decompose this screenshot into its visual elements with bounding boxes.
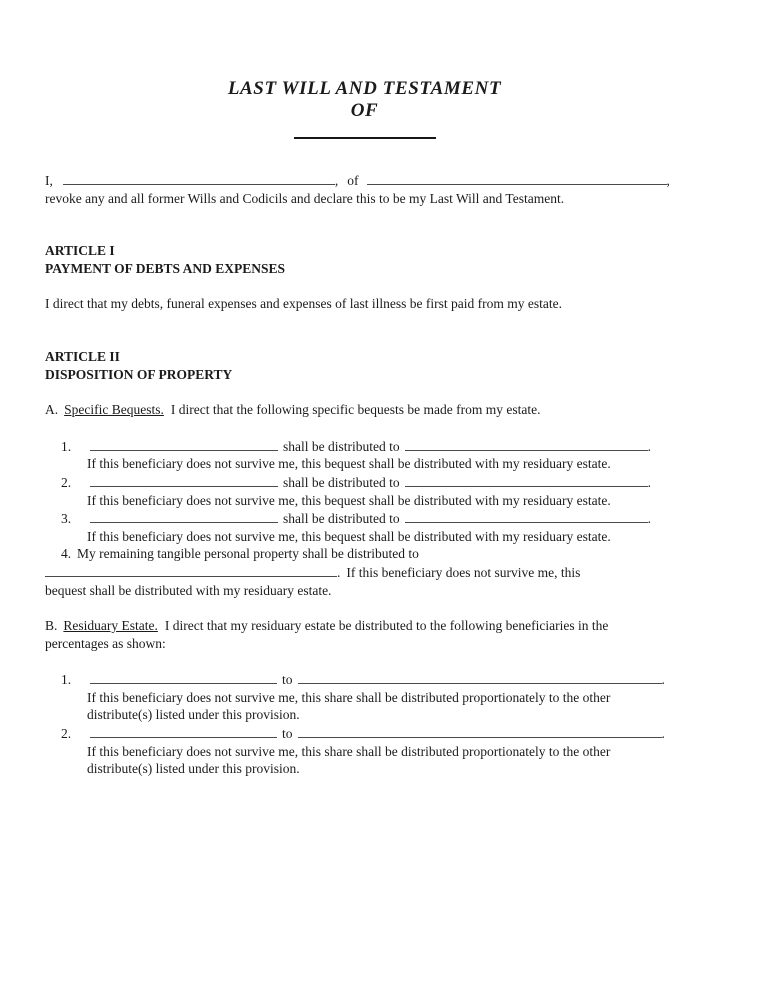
opening-comma-2: ,	[666, 173, 670, 188]
section-a-heading: Specific Bequests.	[64, 402, 164, 418]
opening-i-label: I,	[45, 173, 53, 188]
residuary-note-2-line-1: If this beneficiary does not survive me, this share shall be distributed proportionately to the other	[87, 743, 611, 759]
item-4-after-blank-text: If this beneficiary does not survive me, this	[346, 564, 581, 580]
bequest-beneficiary-blank	[405, 473, 648, 487]
item-4-lead-text: My remaining tangible personal property shall be distributed to	[77, 546, 419, 562]
item-period: .	[647, 438, 651, 454]
item-middle-text: shall be distributed to	[283, 438, 400, 454]
residuary-beneficiary-blank	[298, 724, 662, 738]
bequest-asset-blank	[90, 437, 278, 451]
item-middle-text: shall be distributed to	[283, 511, 400, 527]
residuary-note-2-line-2: distribute(s) listed under this provision.	[87, 761, 300, 777]
revocation-line: revoke any and all former Wills and Codicils and declare this to be my Last Will and Testament.	[45, 190, 565, 206]
residuary-share-blank	[90, 724, 277, 738]
section-b-intro: I direct that my residuary estate be distributed to the following beneficiaries in the	[164, 618, 609, 634]
item-number: 2.	[61, 726, 72, 742]
document-title-of: OF	[350, 100, 379, 121]
bequest-beneficiary-blank	[405, 509, 648, 523]
item-middle-text: to	[282, 672, 293, 688]
item-number: 1.	[61, 438, 72, 454]
opening-line	[45, 171, 684, 190]
item-number: 3.	[61, 511, 72, 527]
opening-residence-blank	[367, 171, 667, 185]
bequest-note-2: If this beneficiary does not survive me, this bequest shall be distributed with my residuary estate.	[87, 492, 611, 508]
residuary-share-blank	[90, 670, 277, 684]
opening-comma-1: ,	[334, 173, 339, 188]
document-title: LAST WILL AND TESTAMENT	[227, 78, 502, 99]
item-number: 4.	[61, 546, 72, 562]
residuary-beneficiary-blank	[298, 670, 662, 684]
section-b-lead	[45, 617, 684, 652]
item-number: 2.	[61, 474, 72, 490]
section-a-label: A.	[45, 402, 59, 418]
item-period: .	[647, 474, 651, 490]
section-b-lead-line-1	[45, 617, 684, 635]
section-b-lead-line-2: percentages as shown:	[45, 635, 166, 651]
article-ii-title: DISPOSITION OF PROPERTY	[45, 366, 233, 382]
specific-bequests-list	[45, 437, 684, 599]
section-b-heading: Residuary Estate.	[63, 618, 158, 634]
article-ii-number: ARTICLE II	[45, 348, 120, 364]
item-period: .	[661, 726, 665, 742]
item-period: .	[337, 564, 341, 580]
bequest-item-4	[61, 545, 684, 563]
opening-name-blank	[63, 171, 335, 185]
bequest-note-3: If this beneficiary does not survive me, this bequest shall be distributed with my residuary estate.	[87, 528, 611, 544]
bequest-item-1	[61, 437, 684, 456]
bequest-asset-blank	[90, 473, 278, 487]
item-middle-text: to	[282, 726, 293, 742]
article-i-title: PAYMENT OF DEBTS AND EXPENSES	[45, 260, 286, 276]
item-number: 1.	[61, 672, 72, 688]
opening-of-label: of	[347, 173, 359, 188]
residuary-note-1-line-2: distribute(s) listed under this provision.	[87, 707, 300, 723]
section-a-lead	[45, 401, 684, 419]
item-period: .	[647, 511, 651, 527]
item-period: .	[661, 672, 665, 688]
bequest-beneficiary-blank	[405, 437, 648, 451]
article-i-body: I direct that my debts, funeral expenses and expenses of last illness be first paid from my estate.	[45, 296, 562, 312]
article-ii-heading	[45, 348, 684, 383]
residuary-item-2	[61, 724, 684, 743]
testator-name-blank	[294, 137, 436, 139]
document-title-block	[45, 78, 684, 122]
bequest-item-2	[61, 473, 684, 492]
bequest-asset-blank	[90, 509, 278, 523]
item-middle-text: shall be distributed to	[283, 474, 400, 490]
article-i-heading	[45, 242, 684, 277]
residuary-item-1	[61, 670, 684, 689]
section-a-intro: I direct that the following specific bequests be made from my estate.	[170, 402, 541, 418]
article-i-number: ARTICLE I	[45, 243, 115, 259]
section-b-label: B.	[45, 618, 58, 634]
bequest-item-4-wrap-line: bequest shall be distributed with my residuary estate.	[45, 582, 332, 598]
residuary-note-1-line-1: If this beneficiary does not survive me, this share shall be distributed proportionately to the other	[87, 689, 611, 705]
bequest-item-4-continuation	[45, 563, 684, 582]
residuary-estate-list	[45, 670, 684, 778]
bequest-item-3	[61, 509, 684, 528]
remaining-property-beneficiary-blank	[45, 563, 337, 577]
bequest-note-1: If this beneficiary does not survive me, this bequest shall be distributed with my residuary estate.	[87, 456, 611, 472]
